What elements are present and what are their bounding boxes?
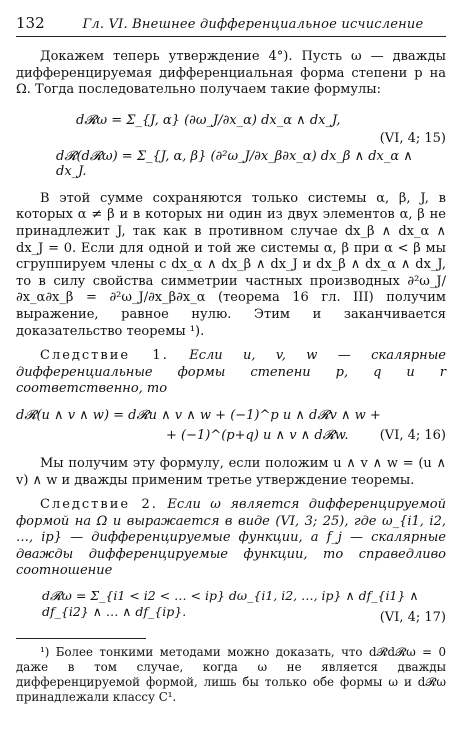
footnote-text: ¹) Более тонкими методами можно доказать, что d𝓡d𝓡ω = 0 даже в том случае, когда ω не является дважды дифференцируемой формой, лишь бы только обе формы ω и d𝓡ω принадлежали классу C¹. bbox=[16, 645, 446, 705]
paragraph-proof-intro: Докажем теперь утверждение 4°). Пусть ω — дважды дифференцируемая дифференциальная форма степени p на Ω. Тогда последовательно получаем такие формулы: bbox=[16, 49, 446, 98]
equation-number: (VI, 4; 15) bbox=[379, 130, 446, 146]
page-number: 132 bbox=[16, 14, 45, 32]
corollary-2 bbox=[16, 497, 446, 580]
equation-number: (VI, 4; 16) bbox=[379, 427, 446, 443]
equation-line: d𝓡(u ∧ v ∧ w) = d𝓡u ∧ v ∧ w + (−1)^p u ∧ d𝓡v ∧ w + bbox=[16, 407, 381, 423]
page bbox=[16, 14, 446, 705]
equation-line: d𝓡(d𝓡ω) = Σ_{J, α, β} (∂²ω_J/∂x_β∂x_α) dx_β ∧ dx_α ∧ dx_J. bbox=[56, 148, 413, 179]
corollary-heading: Следствие 1. bbox=[40, 348, 169, 364]
equation-vi-4-15 bbox=[16, 107, 446, 183]
corollary-1 bbox=[16, 348, 446, 398]
equation-vi-4-16 bbox=[16, 404, 446, 448]
corollary-text: Если u, v, w — скалярные дифференциальные формы степени p, q и r соответственно, то bbox=[16, 348, 446, 397]
equation-line: + (−1)^(p+q) u ∧ v ∧ d𝓡w. bbox=[166, 427, 349, 443]
footnote bbox=[16, 645, 446, 705]
equation-line: d𝓡ω = Σ_{i1 < i2 < … < ip} dω_{i1, i2, …, ip} ∧ df_{i1} ∧ df_{i2} ∧ … ∧ df_{ip}. bbox=[42, 588, 419, 620]
equation-line: d𝓡ω = Σ_{J, α} (∂ω_J/∂x_α) dx_α ∧ dx_J, bbox=[76, 112, 341, 128]
corollary-text: Если ω является дифференцируемой формой на Ω и выражается в виде (VI, 3; 25), где ω_{i1, i2, …, ip} — дифференцируемые функции, а f_j — скалярные дважды дифференцируемые функции, то справедливо соотношение bbox=[16, 497, 446, 579]
equation-number: (VI, 4; 17) bbox=[379, 610, 446, 626]
footnote-rule bbox=[16, 638, 146, 639]
page-header bbox=[16, 14, 446, 37]
equation-vi-4-17 bbox=[16, 586, 446, 628]
corollary-heading: Следствие 2. bbox=[40, 497, 158, 513]
paragraph-derivation: Мы получим эту формулу, если положим u ∧ v ∧ w = (u ∧ v) ∧ w и дважды применим третье утверждение теоремы. bbox=[16, 455, 446, 488]
running-title: Гл. VI. Внешнее дифференциальное исчисление bbox=[82, 17, 424, 32]
paragraph-proof-body: В этой сумме сохраняются только системы α, β, J, в которых α ≠ β и в которых ни один из двух элементов α, β не принадлежит J, так как в противном случае dx_β ∧ dx_α ∧ dx_J = 0. Если для одной и той же системы α, β при α < β мы сгруппируем члены с dx_α ∧ dx_β ∧ dx_J и dx_β ∧ dx_α ∧ dx_J, то в силу свойства симметрии частных производных ∂²ω_J/∂x_α∂x_β = ∂²ω_J/∂x_β∂x_α (теорема 16 гл. III) получим выражение, равное нулю. Этим и заканчивается доказательство теоремы ¹). bbox=[16, 190, 446, 339]
